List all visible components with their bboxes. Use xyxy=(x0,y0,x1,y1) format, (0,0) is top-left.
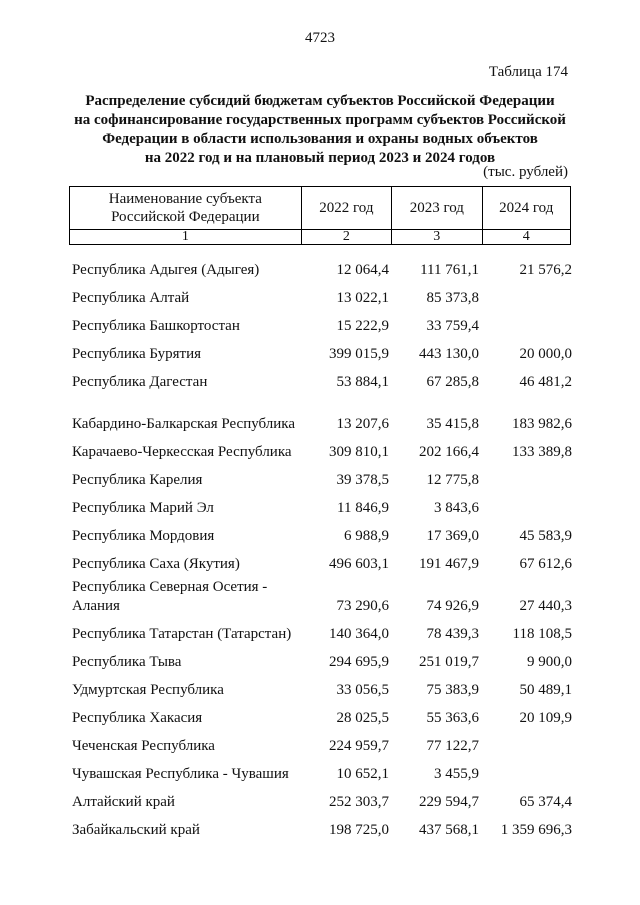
value-2024: 27 440,3 xyxy=(519,598,572,614)
table-row xyxy=(72,308,572,336)
region-name: Республика Хакасия xyxy=(72,710,203,726)
table-row xyxy=(72,336,572,364)
title-line: Распределение субсидий бюджетам субъектов Российской Федерации xyxy=(85,93,555,109)
value-2023: 74 926,9 xyxy=(426,598,479,614)
table-row xyxy=(72,392,572,434)
value-2023: 202 166,4 xyxy=(419,444,479,460)
table-row xyxy=(72,756,572,784)
value-2023: 35 415,8 xyxy=(426,416,479,432)
header-year-2023: 2023 год xyxy=(392,187,482,230)
region-name: Карачаево-Черкесская Республика xyxy=(72,444,292,460)
header-col-number: 3 xyxy=(392,230,482,245)
header-year-2022: 2022 год xyxy=(301,187,391,230)
table-id: Таблица 174 xyxy=(488,64,568,80)
region-name: Чеченская Республика xyxy=(72,738,215,754)
value-2023: 3 455,9 xyxy=(434,766,479,782)
value-2022: 6 988,9 xyxy=(344,528,389,544)
region-name: Республика Мордовия xyxy=(72,528,215,544)
table-body xyxy=(72,252,572,840)
region-name: Республика Дагестан xyxy=(72,374,208,390)
value-2022: 252 303,7 xyxy=(329,794,389,810)
value-2022: 496 603,1 xyxy=(329,556,389,572)
table-row xyxy=(72,546,572,574)
table-row xyxy=(72,616,572,644)
value-2023: 3 843,6 xyxy=(434,500,479,516)
region-name: Удмуртская Республика xyxy=(72,682,224,698)
value-2022: 15 222,9 xyxy=(336,318,389,334)
title-line: на 2022 год и на плановый период 2023 и 2024 годов xyxy=(144,150,496,166)
value-2022: 53 884,1 xyxy=(336,374,389,390)
value-2023: 229 594,7 xyxy=(419,794,479,810)
value-2022: 13 022,1 xyxy=(336,290,389,306)
region-name: Республика Тыва xyxy=(72,654,182,670)
value-2023: 77 122,7 xyxy=(426,738,479,754)
value-2023: 251 019,7 xyxy=(419,654,479,670)
value-2023: 67 285,8 xyxy=(426,374,479,390)
value-2022: 309 810,1 xyxy=(329,444,389,460)
value-2022: 294 695,9 xyxy=(329,654,389,670)
value-2023: 191 467,9 xyxy=(419,556,479,572)
value-2023: 443 130,0 xyxy=(419,346,479,362)
value-2024: 20 000,0 xyxy=(519,346,572,362)
value-2024: 46 481,2 xyxy=(519,374,572,390)
table-row xyxy=(72,434,572,462)
region-name: Республика Адыгея (Адыгея) xyxy=(72,262,260,278)
value-2022: 10 652,1 xyxy=(336,766,389,782)
region-name: Чувашская Республика - Чувашия xyxy=(72,766,289,782)
value-2024: 1 359 696,3 xyxy=(500,822,572,838)
value-2022: 198 725,0 xyxy=(329,822,389,838)
value-2024: 45 583,9 xyxy=(519,528,572,544)
value-2022: 33 056,5 xyxy=(336,682,389,698)
region-name: Республика Башкортостан xyxy=(72,318,240,334)
page-number: 4723 xyxy=(305,30,335,46)
value-2024: 133 389,8 xyxy=(512,444,572,460)
value-2024: 20 109,9 xyxy=(519,710,572,726)
value-2024: 9 900,0 xyxy=(527,654,572,670)
value-2022: 12 064,4 xyxy=(336,262,389,278)
table-row xyxy=(72,252,572,280)
value-2024: 50 489,1 xyxy=(519,682,572,698)
region-name: Республика Северная Осетия - Алания xyxy=(72,579,268,614)
table-row xyxy=(72,280,572,308)
value-2023: 55 363,6 xyxy=(426,710,479,726)
table-row xyxy=(72,812,572,840)
table-row xyxy=(72,784,572,812)
value-2022: 140 364,0 xyxy=(329,626,389,642)
value-2022: 11 846,9 xyxy=(337,500,389,516)
region-name: Алтайский край xyxy=(72,794,175,810)
table-row xyxy=(72,672,572,700)
value-2023: 17 369,0 xyxy=(426,528,479,544)
region-name: Республика Карелия xyxy=(72,472,203,488)
header-col-number: 4 xyxy=(482,230,570,245)
title-line: на софинансирование государственных программ субъектов Российской xyxy=(74,112,566,128)
header-col-number: 1 xyxy=(70,230,302,245)
table-row xyxy=(72,644,572,672)
value-2022: 224 959,7 xyxy=(329,738,389,754)
value-2023: 12 775,8 xyxy=(426,472,479,488)
header-year-2024: 2024 год xyxy=(482,187,570,230)
region-name: Кабардино-Балкарская Республика xyxy=(72,416,296,432)
value-2023: 78 439,3 xyxy=(426,626,479,642)
value-2022: 28 025,5 xyxy=(336,710,389,726)
table-row xyxy=(72,700,572,728)
value-2024: 183 982,6 xyxy=(512,416,572,432)
table-row xyxy=(72,364,572,392)
units-label: (тыс. рублей) xyxy=(483,164,568,180)
value-2024: 21 576,2 xyxy=(519,262,572,278)
value-2023: 437 568,1 xyxy=(419,822,479,838)
table-row xyxy=(72,462,572,490)
value-2022: 73 290,6 xyxy=(336,598,389,614)
table-row xyxy=(72,518,572,546)
region-name: Республика Татарстан (Татарстан) xyxy=(72,626,292,642)
region-name: Республика Марий Эл xyxy=(72,500,214,516)
value-2024: 65 374,4 xyxy=(519,794,572,810)
value-2022: 13 207,6 xyxy=(336,416,389,432)
header-col-number: 2 xyxy=(301,230,391,245)
region-name: Республика Саха (Якутия) xyxy=(72,556,240,572)
table-header xyxy=(69,186,571,245)
value-2022: 39 378,5 xyxy=(336,472,389,488)
header-region-name: Наименование субъекта Российской Федерации xyxy=(70,187,302,230)
value-2023: 85 373,8 xyxy=(426,290,479,306)
value-2024: 67 612,6 xyxy=(519,556,572,572)
table-title xyxy=(70,92,570,168)
value-2023: 111 761,1 xyxy=(420,262,479,278)
region-name: Забайкальский край xyxy=(72,822,200,838)
table-row xyxy=(72,728,572,756)
value-2024: 118 108,5 xyxy=(512,626,572,642)
region-name: Республика Бурятия xyxy=(72,346,202,362)
table-row xyxy=(72,490,572,518)
title-line: Федерации в области использования и охраны водных объектов xyxy=(102,131,538,147)
value-2023: 33 759,4 xyxy=(426,318,479,334)
region-name: Республика Алтай xyxy=(72,290,190,306)
value-2023: 75 383,9 xyxy=(426,682,479,698)
table-row xyxy=(72,574,572,616)
value-2022: 399 015,9 xyxy=(329,346,389,362)
